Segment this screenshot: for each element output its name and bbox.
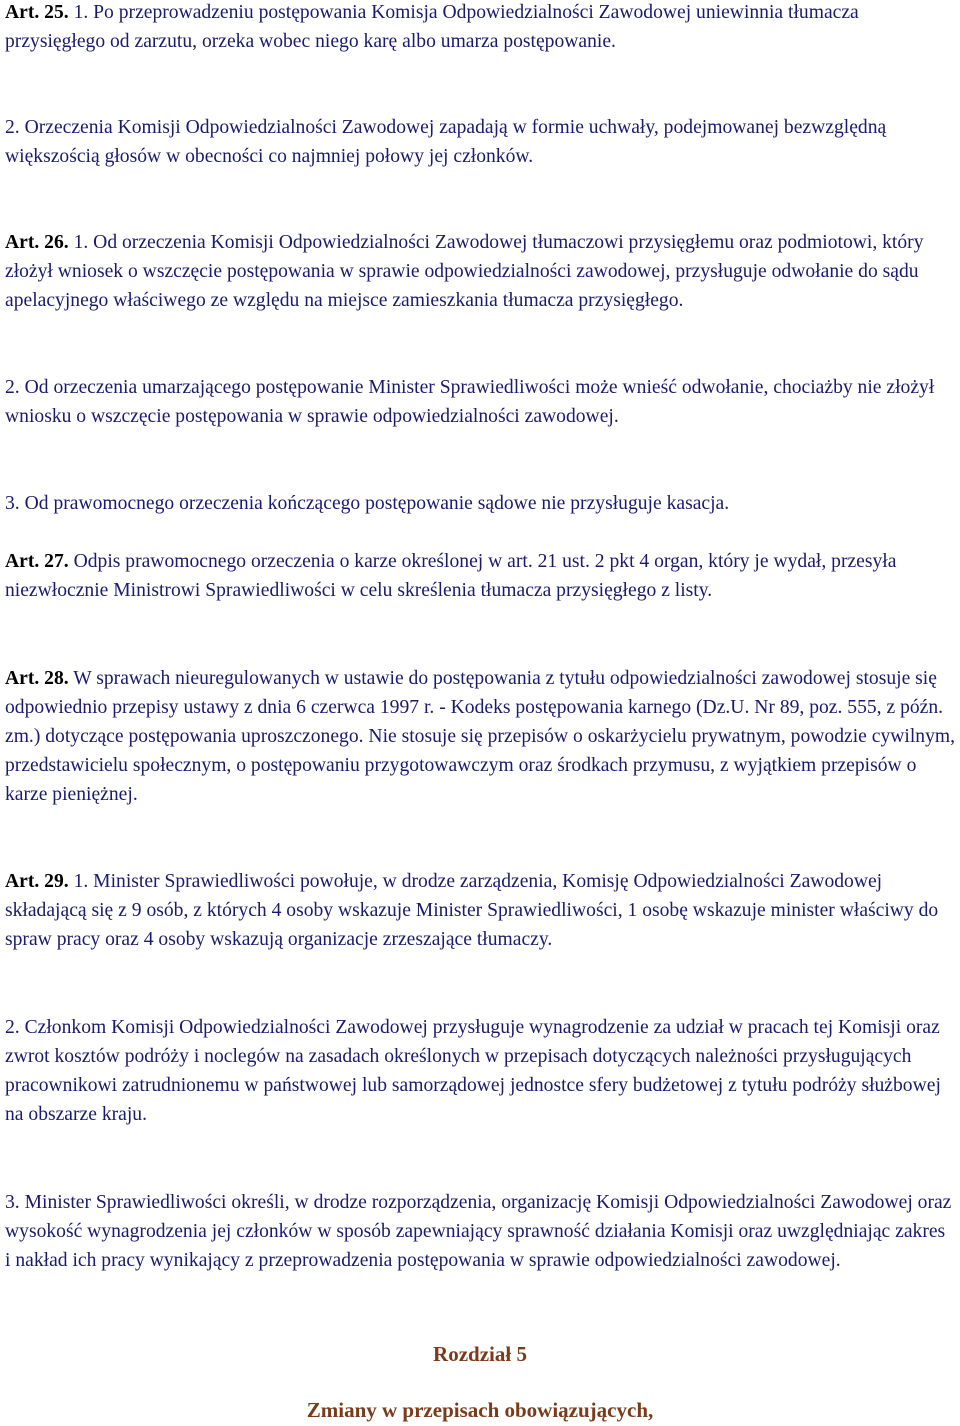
paragraph-art-29-2	[5, 1014, 955, 1130]
paragraph-art-26-2	[5, 374, 955, 432]
paragraph-text: 1. Po przeprowadzeniu postępowania Komisja Odpowiedzialności Zawodowej uniewinnia tłumacza przysięgłego od zarzutu, orzeka wobec niego karę albo umarza postępowanie.	[5, 2, 859, 52]
article-number: Art. 28.	[5, 668, 69, 689]
paragraph-text: Odpis prawomocnego orzeczenia o karze określonej w art. 21 ust. 2 pkt 4 organ, który je wydał, przesyła niezwłocznie Ministrowi Sprawiedliwości w celu skreślenia tłumacza przysięgłego z listy.	[5, 551, 897, 601]
chapter-number: Rozdział 5	[433, 1342, 527, 1366]
paragraph-art-25-2	[5, 114, 955, 172]
paragraph-art-26-1	[5, 229, 955, 316]
paragraph-art-25-1	[5, 0, 955, 57]
article-number: Art. 25.	[5, 2, 69, 23]
paragraph-text: 1. Minister Sprawiedliwości powołuje, w drodze zarządzenia, Komisję Odpowiedzialności Zawodowej składającą się z 9 osób, z których 4 osoby wskazuje Minister Sprawiedliwości, 1 osobę wskazuje minister właściwy do spraw pracy oraz 4 osoby wskazują organizacje zrzeszające tłumaczy.	[5, 871, 939, 950]
paragraph-text: 1. Od orzeczenia Komisji Odpowiedzialności Zawodowej tłumaczowi przysięgłemu oraz podmiotowi, który złożył wniosek o wszczęcie postępowania w sprawie odpowiedzialności zawodowej, przysługuje odwołanie do sądu apelacyjnego właściwego ze względu na miejsce zamieszkania tłumacza przysięgłego.	[5, 232, 924, 311]
paragraph-text: 2. Od orzeczenia umarzającego postępowanie Minister Sprawiedliwości może wnieść odwołanie, chociażby nie złożył wniosku o wszczęcie postępowania w sprawie odpowiedzialności zawodowej.	[5, 377, 935, 427]
paragraph-text: 3. Minister Sprawiedliwości określi, w drodze rozporządzenia, organizację Komisji Odpowiedzialności Zawodowej oraz wysokość wynagrodzenia jej członków w sposób zapewniający sprawność działania Komisji oraz uwzględniając zakres i nakład ich pracy wynikający z przeprowadzenia postępowania w sprawie odpowiedzialności zawodowej.	[5, 1192, 952, 1271]
paragraph-art-29-1	[5, 868, 955, 955]
chapter-title: Zmiany w przepisach obowiązujących,	[306, 1398, 654, 1422]
paragraph-text: W sprawach nieuregulowanych w ustawie do postępowania z tytułu odpowiedzialności zawodowej stosuje się odpowiednio przepisy ustawy z dnia 6 czerwca 1997 r. - Kodeks postępowania karnego (Dz.U. Nr 89, poz. 555, z późn. zm.) dotyczące postępowania uproszczonego. Nie stosuje się przepisów o oskarżycielu prywatnym, powodzie cywilnym, przedstawicielu społecznym, o postępowaniu przygotowawczym oraz środkach przymusu, z wyjątkiem przepisów o karze pieniężnej.	[5, 668, 956, 805]
paragraph-text: 2. Orzeczenia Komisji Odpowiedzialności Zawodowej zapadają w formie uchwały, podejmowanej bezwzględną większością głosów w obecności co najmniej połowy jej członków.	[5, 117, 887, 167]
article-number: Art. 27.	[5, 551, 69, 572]
paragraph-text: 2. Członkom Komisji Odpowiedzialności Zawodowej przysługuje wynagrodzenie za udział w pracach tej Komisji oraz zwrot kosztów podróży i noclegów na zasadach określonych w przepisach dotyczących należności przysługujących pracownikowi zatrudnionemu w państwowej lub samorządowej jednostce sfery budżetowej z tytułu podróży służbowej na obszarze kraju.	[5, 1017, 941, 1125]
article-number: Art. 29.	[5, 871, 69, 892]
article-number: Art. 26.	[5, 232, 69, 253]
paragraph-art-26-3	[5, 490, 955, 519]
paragraph-art-29-3	[5, 1189, 955, 1276]
paragraph-art-27	[5, 548, 955, 606]
paragraph-art-28	[5, 665, 955, 810]
paragraph-text: 3. Od prawomocnego orzeczenia kończącego postępowanie sądowe nie przysługuje kasacja.	[5, 493, 730, 514]
